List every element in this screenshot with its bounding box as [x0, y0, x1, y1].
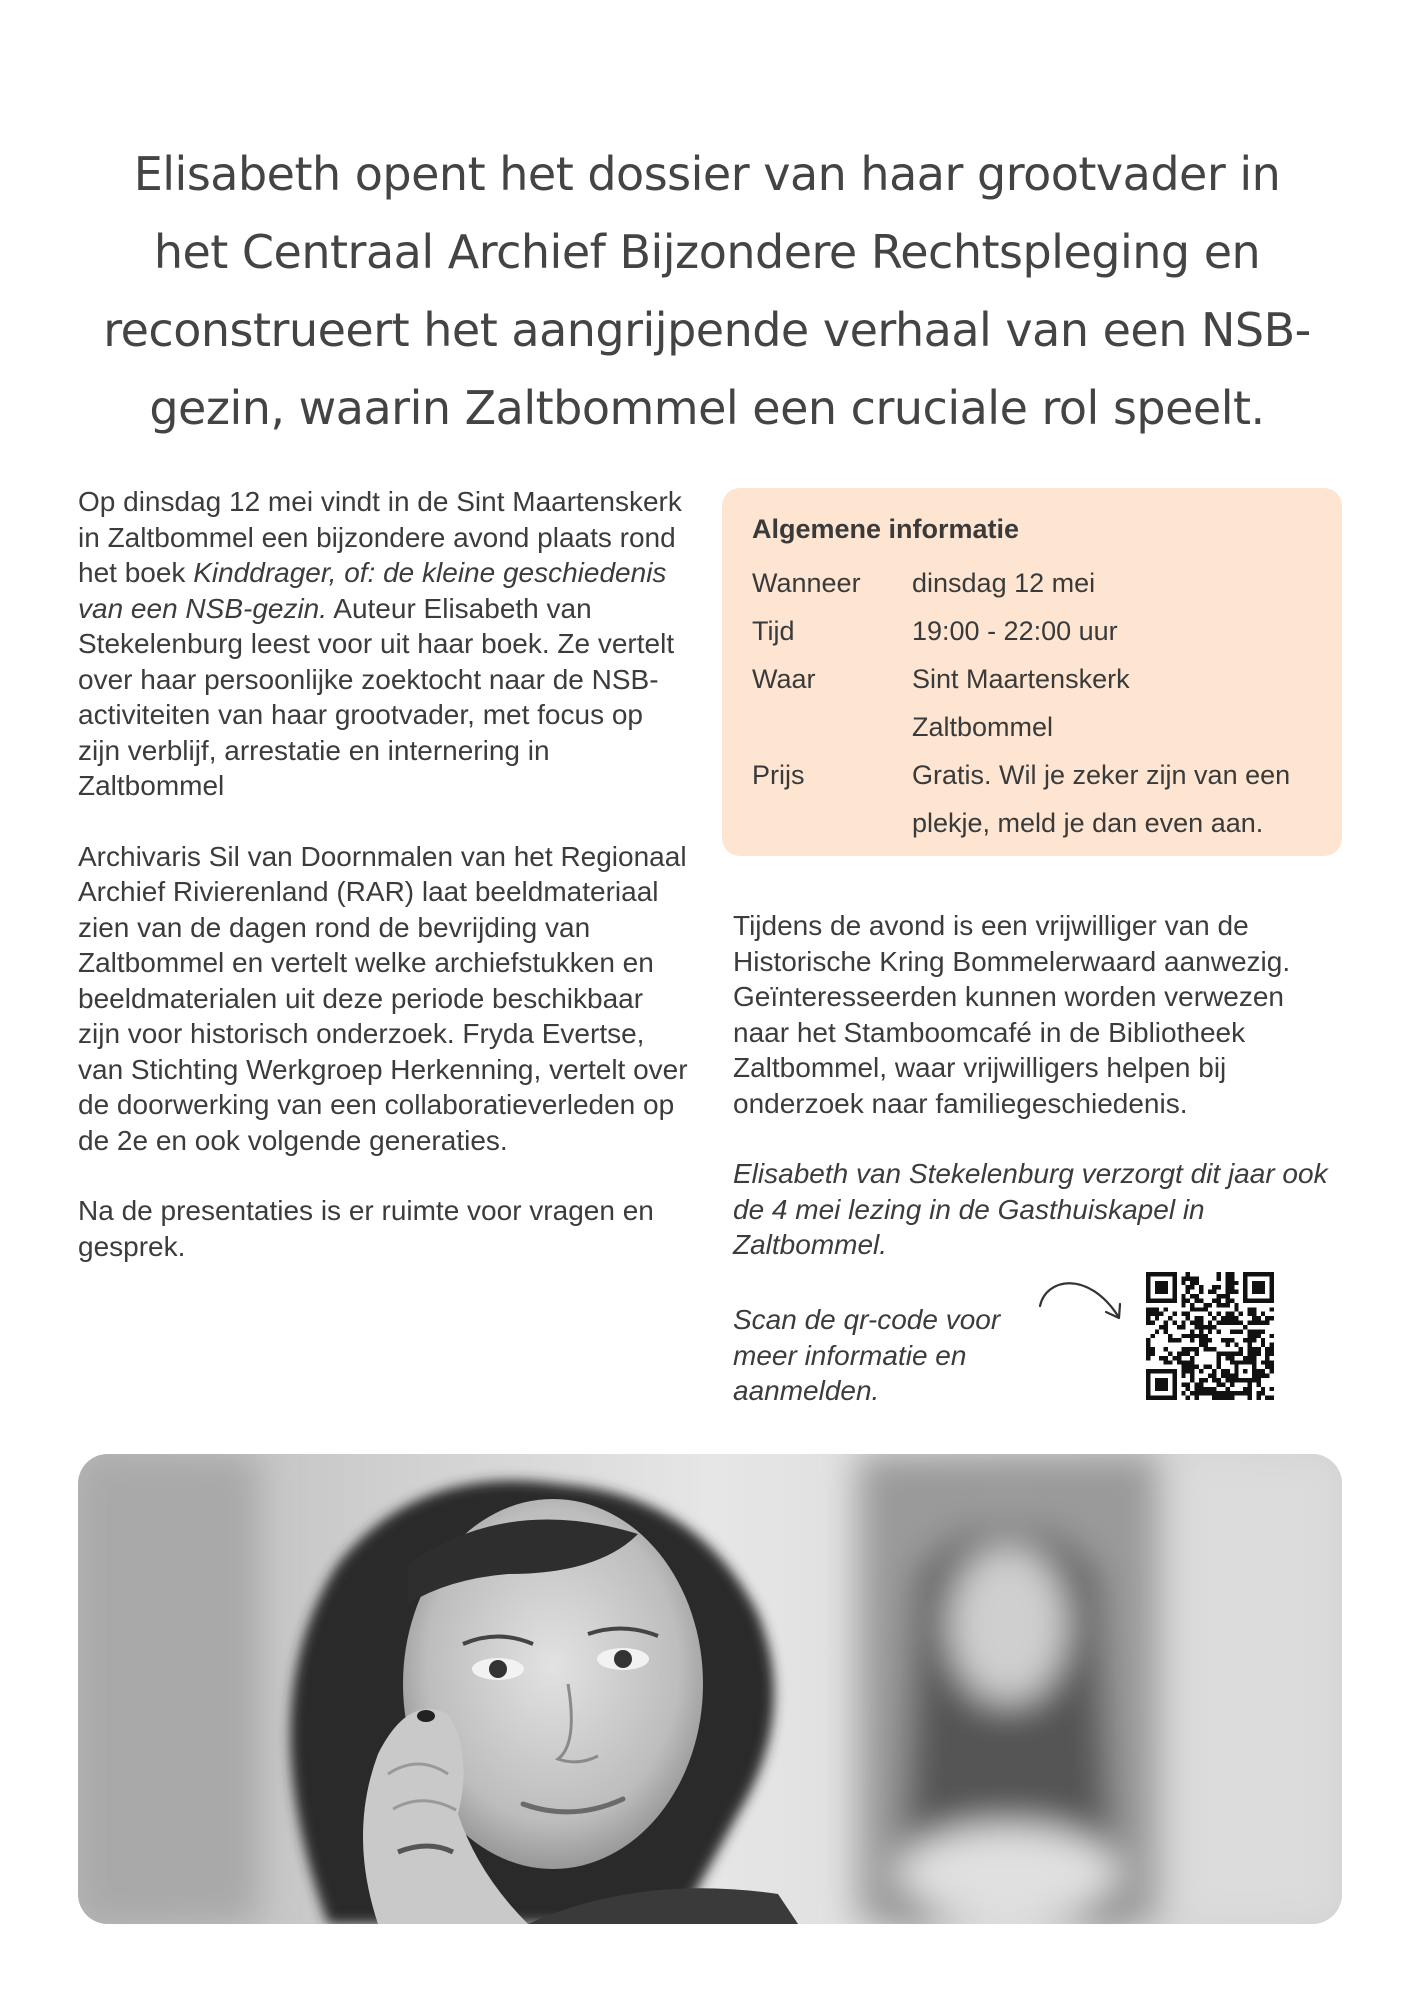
- closing-paragraph: Na de presentaties is er ruimte voor vragen en gesprek.: [78, 1195, 654, 1262]
- headline-line: het Centraal Archief Bijzondere Rechtspleging en: [153, 225, 1261, 279]
- info-key: Tijd: [752, 616, 795, 646]
- info-box: [722, 488, 1342, 856]
- right-column: [733, 908, 1343, 1298]
- left-column: [78, 484, 688, 1299]
- headline-line: gezin, waarin Zaltbommel een cruciale rol speelt.: [149, 381, 1265, 435]
- info-value: dinsdag 12 mei: [912, 568, 1096, 598]
- headline-line: Elisabeth opent het dossier van haar grootvader in: [133, 147, 1281, 201]
- qr-code-icon[interactable]: [1146, 1272, 1274, 1400]
- info-key: Wanneer: [752, 568, 861, 598]
- scan-instruction: Scan de qr-code voor meer informatie en aanmelden.: [733, 1304, 1001, 1406]
- info-key: Waar: [752, 664, 816, 694]
- info-row-when: [752, 559, 1312, 607]
- lecture-paragraph: Elisabeth van Stekelenburg verzorgt dit jaar ook de 4 mei lezing in de Gasthuiskapel in Zaltbommel.: [733, 1158, 1328, 1260]
- info-row-time: [752, 607, 1312, 655]
- info-title: Algemene informatie: [752, 514, 1020, 544]
- headline-line: reconstrueert het aangrijpende verhaal van een NSB-: [103, 303, 1311, 357]
- volunteer-paragraph: Tijdens de avond is een vrijwilliger van de Historische Kring Bommelerwaard aanwezig. Geïnteresseerden kunnen worden verwezen naar het Stamboomcafé in de Bibliotheek Zaltbommel, waar vrijwilligers helpen bij onderzoek naar familiegeschiedenis.: [733, 910, 1291, 1119]
- headline: [80, 135, 1334, 447]
- intro-text: Op dinsdag 12 mei vindt in de Sint Maartenskerk in Zaltbommel een bijzondere avond plaats rond het boek: [78, 486, 682, 588]
- author-photo: [78, 1454, 1342, 1924]
- info-row-price: [752, 751, 1312, 847]
- info-row-where: [752, 655, 1312, 751]
- intro-text-rest: Auteur Elisabeth van Stekelenburg leest voor uit haar boek. Ze vertelt over haar persoonlijke zoektocht naar de NSB-activiteiten van haar grootvader, met focus op zijn verblijf, arrestatie en internering in Zaltbommel: [78, 592, 675, 801]
- info-key: Prijs: [752, 760, 805, 790]
- intro-paragraph: [78, 484, 688, 804]
- info-value: Sint Maartenskerk Zaltbommel: [912, 664, 1130, 742]
- portrait-image: [78, 1454, 1342, 1924]
- archivist-paragraph: Archivaris Sil van Doornmalen van het Regionaal Archief Rivierenland (RAR) laat beeldmateriaal zien van de dagen rond de bevrijding van Zaltbommel en vertelt welke archiefstukken en beeldmaterialen uit deze periode beschikbaar zijn voor historisch onderzoek. Fryda Evertse, van Stichting Werkgroep Herkenning, vertelt over de doorwerking van een collaboratieverleden op de 2e en ook volgende generaties.: [78, 840, 688, 1156]
- book-title: Kinddrager, of: de kleine geschiedenis van een NSB-gezin.: [78, 557, 667, 624]
- info-value: 19:00 - 22:00 uur: [912, 616, 1118, 646]
- curved-arrow-icon: [1036, 1270, 1128, 1330]
- info-value: Gratis. Wil je zeker zijn van een plekje, meld je dan even aan.: [912, 760, 1291, 838]
